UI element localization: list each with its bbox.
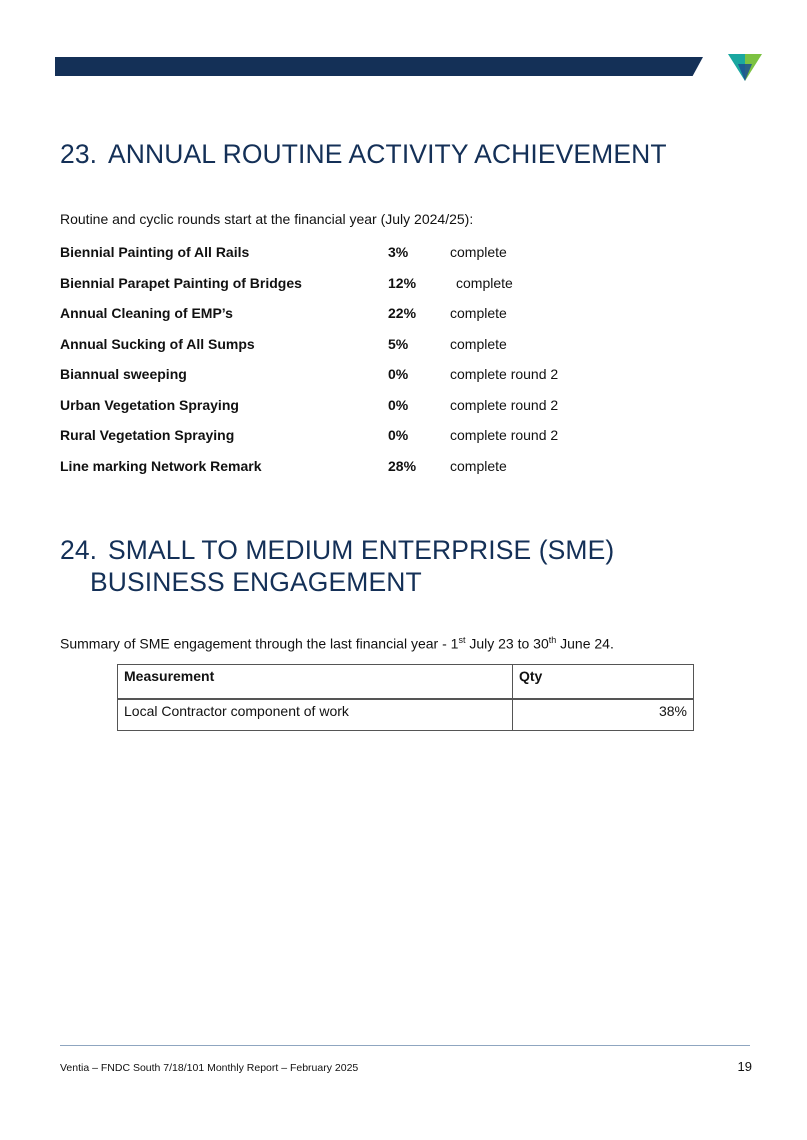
sme-summary-sup-th: th [548, 635, 557, 645]
activity-percent: 0% [388, 396, 409, 413]
cell-qty: 38% [513, 699, 694, 731]
activity-row [60, 244, 660, 275]
activity-row [60, 275, 660, 306]
activity-list [60, 244, 660, 488]
activity-percent: 12% [388, 274, 417, 291]
section-23-heading: ANNUAL ROUTINE ACTIVITY ACHIEVEMENT [108, 139, 667, 169]
sme-table [117, 664, 694, 731]
section-24-title [60, 534, 614, 598]
footer-text: Ventia – FNDC South 7/18/101 Monthly Report – February 2025 [60, 1062, 359, 1074]
activity-row [60, 397, 660, 428]
activity-status: complete [450, 305, 507, 321]
header-qty: Qty [513, 665, 694, 700]
activity-row [60, 305, 660, 336]
activity-name: Biannual sweeping [60, 366, 187, 382]
activity-percent: 0% [388, 366, 409, 382]
table-header-row [118, 665, 694, 700]
activity-name: Biennial Painting of All Rails [60, 244, 250, 260]
activity-percent: 5% [388, 335, 409, 352]
section-23-intro: Routine and cyclic rounds start at the financial year (July 2024/25): [60, 211, 474, 227]
activity-status: complete [450, 244, 507, 260]
section-23-number: 23. [60, 139, 98, 169]
sme-summary-middle: July 23 to 30 [465, 635, 549, 652]
activity-row [60, 366, 660, 397]
cell-measurement: Local Contractor component of work [118, 699, 513, 731]
activity-status: complete [450, 335, 507, 352]
activity-status: complete round 2 [450, 396, 559, 413]
activity-percent: 22% [388, 305, 417, 321]
page-number: 19 [737, 1059, 752, 1074]
header-band [55, 57, 703, 76]
sme-summary-sup-st: st [458, 635, 466, 645]
activity-row [60, 336, 660, 367]
sme-summary-prefix: Summary of SME engagement through the last financial year - 1 [60, 635, 459, 652]
activity-row [60, 427, 660, 458]
activity-name: Biennial Parapet Painting of Bridges [60, 274, 302, 291]
section-24-number: 24. [60, 535, 98, 565]
activity-status: complete [456, 274, 513, 291]
table-row [118, 699, 694, 731]
activity-percent: 3% [388, 244, 409, 260]
activity-status: complete round 2 [450, 427, 559, 443]
activity-percent: 0% [388, 427, 409, 443]
activity-name: Annual Sucking of All Sumps [60, 335, 255, 352]
activity-status: complete [450, 457, 507, 474]
sme-summary [60, 635, 614, 652]
header-measurement: Measurement [118, 665, 513, 700]
activity-name: Rural Vegetation Spraying [60, 427, 235, 443]
activity-row [60, 458, 660, 489]
activity-status: complete round 2 [450, 366, 559, 382]
activity-name: Annual Cleaning of EMP’s [60, 305, 233, 321]
activity-percent: 28% [388, 457, 417, 474]
footer-divider [60, 1045, 750, 1046]
activity-name: Urban Vegetation Spraying [60, 396, 239, 413]
section-23-title [60, 138, 667, 170]
ventia-logo-icon [728, 52, 762, 82]
activity-name: Line marking Network Remark [60, 457, 262, 474]
section-24-heading-line2: BUSINESS ENGAGEMENT [90, 567, 422, 597]
sme-summary-suffix: June 24. [556, 635, 614, 652]
section-24-heading-line1: SMALL TO MEDIUM ENTERPRISE (SME) [108, 535, 615, 565]
